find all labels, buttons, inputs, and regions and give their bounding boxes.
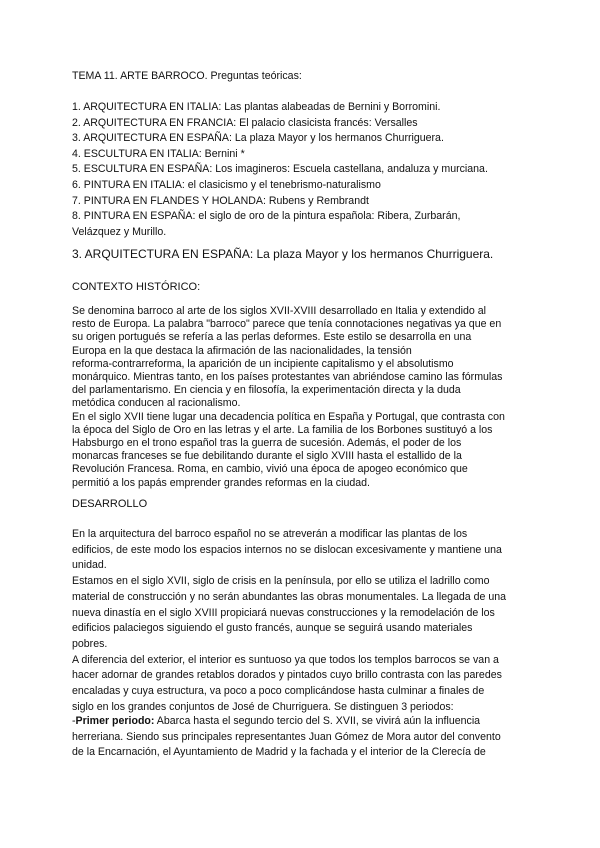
questions-list: [72, 100, 528, 240]
list-item: Velázquez y Murillo.: [72, 225, 167, 238]
text-line: unidad.: [72, 559, 107, 572]
text-line: En la arquitectura del barroco español no se atreverán a modificar las plantas de los: [72, 528, 468, 540]
list-item: 3. ARQUITECTURA EN ESPAÑA: La plaza Mayor y los hermanos Churriguera.: [72, 132, 444, 145]
text-line: de la Encarnación, el Ayuntamiento de Madrid y la fachada y el interior de la Clerecía de: [72, 746, 486, 759]
list-item: 8. PINTURA EN ESPAÑA: el siglo de oro de la pintura española: Ribera, Zurbarán,: [72, 210, 461, 223]
text-line: Habsburgo en el trono español tras la guerra de sucesión. Además, el poder de los: [72, 437, 462, 450]
text-line: pobres.: [72, 637, 108, 650]
text-line: herreriana. Siendo sus principales representantes Juan Gómez de Mora autor del convento: [72, 730, 501, 743]
text-line: reforma-contrarreforma, la aparición de un incipiente capitalismo y el absolutismo: [72, 357, 454, 370]
text-line: siglo en los grandes conjuntos de José de Churriguera. Se distinguen 3 periodos:: [72, 700, 454, 713]
period-text: Abarca hasta el segundo tercio del S. XVII, se vivirá aún la influencia: [154, 715, 481, 727]
text-line: hacer adornar de grandes retablos dorados y pintados cuyo brillo contrasta con las paredes: [72, 669, 502, 682]
text-line: monárquico. Mientras tanto, en los países protestantes van abriéndose camino las fórmulas: [72, 371, 503, 384]
text-line: [72, 714, 530, 730]
section-title: 3. ARQUITECTURA EN ESPAÑA: La plaza Mayor y los hermanos Churriguera.: [72, 247, 494, 261]
text-line: su origen portugués se refería a las perlas deformes. Este estilo se desarrolla en una: [72, 331, 472, 344]
text-line: Estamos en el siglo XVII, siglo de crisis en la península, por ello se utiliza el ladrillo como: [72, 575, 490, 588]
list-item: 5. ESCULTURA EN ESPAÑA: Los imagineros: Escuela castellana, andaluza y murciana.: [72, 163, 488, 176]
text-line: En el siglo XVII tiene lugar una decadencia política en España y Portugal, que contrasta con: [72, 410, 505, 423]
text-line: metódica conducen al racionalismo.: [72, 397, 241, 410]
text-line: del parlamentarismo. En ciencia y en filosofía, la experimentación directa y la duda: [72, 384, 461, 397]
period-label: Primer periodo:: [75, 715, 155, 727]
period-prefix: -: [72, 715, 76, 727]
text-line: material de construcción y no serán abundantes las obras monumentales. La llegada de una: [72, 590, 507, 603]
text-line: Se denomina barroco al arte de los siglos XVII-XVIII desarrollado en Italia y extendido al: [72, 305, 486, 317]
text-line: Europa en la que destaca la afirmación de las nacionalidades, la tensión: [72, 344, 412, 357]
context-paragraph: [72, 305, 528, 490]
text-line: resto de Europa. La palabra "barroco" parece que tenía connotaciones negativas ya que en: [72, 318, 502, 331]
text-line: la época del Siglo de Oro en las letras y el arte. La familia de los Borbones sustituyó a los: [72, 423, 493, 436]
list-item: 6. PINTURA EN ITALIA: el clasicismo y el tenebrismo-naturalismo: [72, 178, 381, 191]
text-line: edificios palaciegos siguiendo el gusto francés, aunque se seguirá usando materiales: [72, 622, 473, 635]
context-title: CONTEXTO HISTÓRICO:: [72, 281, 201, 293]
list-item: 1. ARQUITECTURA EN ITALIA: Las plantas alabeadas de Bernini y Borromini.: [72, 101, 441, 113]
text-line: Revolución Francesa. Roma, en cambio, vivió una época de apogeo económico que: [72, 463, 468, 476]
development-paragraph: [72, 527, 530, 715]
text-line: nueva dinastía en el siglo XVIII propiciará nuevas construcciones y la remodelación de los: [72, 606, 495, 619]
document-heading: TEMA 11. ARTE BARROCO. Preguntas teóricas:: [72, 70, 302, 82]
list-item: 2. ARQUITECTURA EN FRANCIA: El palacio clasicista francés: Versalles: [72, 116, 418, 129]
text-line: monarcas franceses se fue debilitando durante el siglo XVIII hasta el estallido de la: [72, 450, 462, 463]
text-line: encaladas y cuya estructura, va poco a poco complicándose hasta culminar a finales de: [72, 685, 485, 698]
text-line: A diferencia del exterior, el interior es suntuoso ya que todos los templos barrocos se van a: [72, 653, 499, 666]
list-item: 4. ESCULTURA EN ITALIA: Bernini *: [72, 147, 245, 160]
text-line: edificios, de este modo los espacios internos no se dislocan excesivamente y mantiene una: [72, 543, 502, 556]
first-period-paragraph: [72, 714, 530, 761]
text-line: permitió a los papás emprender grandes reformas en la ciudad.: [72, 476, 370, 489]
development-title: DESARROLLO: [72, 498, 148, 510]
list-item: 7. PINTURA EN FLANDES Y HOLANDA: Rubens y Rembrandt: [72, 194, 369, 207]
